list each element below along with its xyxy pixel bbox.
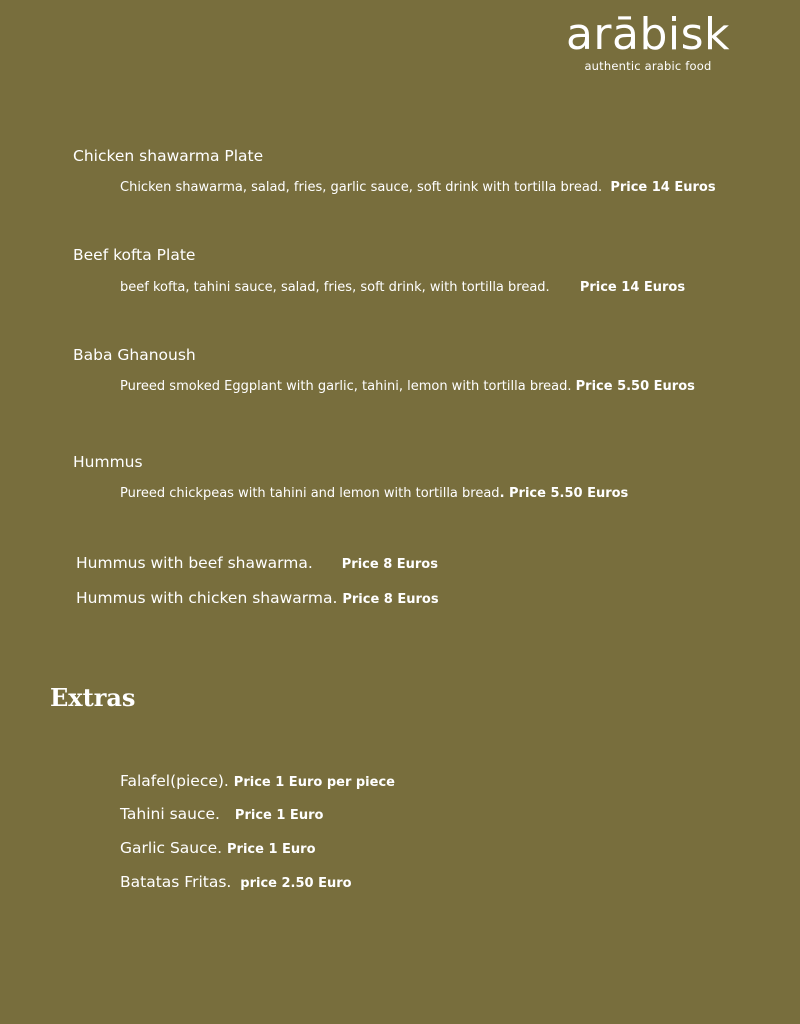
extra-price: Price 1 Euro: [234, 808, 324, 823]
dish-description-text: Pureed chickpeas with tahini and lemon with tortilla bread: [120, 486, 500, 501]
combo-item: [76, 554, 438, 572]
dish-price: Price 5.50 Euros: [575, 379, 695, 394]
extras-heading: Extras: [50, 683, 136, 712]
dish-description: [120, 486, 628, 501]
dish-description-text: beef kofta, tahini sauce, salad, fries, soft drink, with tortilla bread.: [120, 280, 550, 295]
dish-title: Baba Ghanoush: [73, 346, 196, 364]
extra-item: [120, 805, 323, 823]
dish-price: Price 14 Euros: [610, 180, 716, 195]
extra-price: Price 1 Euro: [227, 842, 316, 857]
extra-item: [120, 839, 316, 857]
extra-price: price 2.50 Euro: [240, 876, 352, 891]
combo-name: Hummus with chicken shawarma.: [76, 589, 338, 607]
dish-description-text: Chicken shawarma, salad, fries, garlic sauce, soft drink with tortilla bread.: [120, 180, 603, 195]
combo-price: Price 8 Euros: [341, 557, 438, 572]
combo-price: Price 8 Euros: [342, 592, 439, 607]
dish-description: [120, 280, 685, 295]
dish-price: . Price 5.50 Euros: [499, 486, 629, 501]
dish-title: Hummus: [73, 453, 143, 471]
extra-price: Price 1 Euro per piece: [233, 775, 395, 790]
extra-name: Falafel(piece).: [120, 772, 229, 790]
dish-description: [120, 379, 695, 394]
dish-price: Price 14 Euros: [579, 280, 686, 295]
brand-tagline: authentic arabic food: [584, 58, 712, 73]
extra-item: [120, 873, 352, 891]
dish-title: Beef kofta Plate: [73, 246, 196, 264]
dish-title: Chicken shawarma Plate: [73, 147, 264, 165]
extra-name: Garlic Sauce.: [120, 839, 223, 857]
brand-logo: [548, 10, 748, 73]
extra-item: [120, 772, 395, 790]
extra-name: Batatas Fritas.: [120, 873, 232, 891]
combo-name: Hummus with beef shawarma.: [76, 554, 313, 572]
brand-name: arābisk: [565, 9, 731, 60]
dish-description-text: Pureed smoked Eggplant with garlic, tahini, lemon with tortilla bread.: [120, 379, 572, 394]
extra-name: Tahini sauce.: [120, 805, 220, 823]
dish-description: [120, 180, 716, 195]
combo-item: [76, 589, 439, 607]
